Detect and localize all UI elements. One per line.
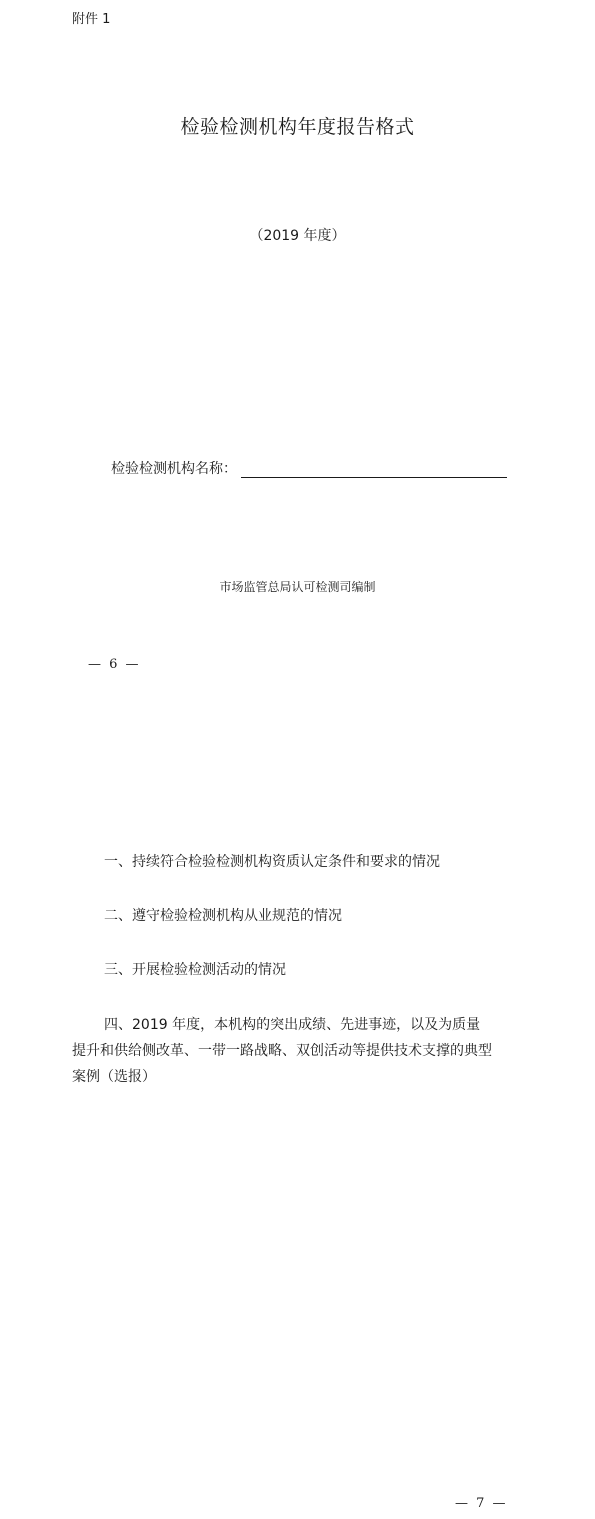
compiler-line: 市场监管总局认可检测司编制 <box>219 580 376 594</box>
section-heading-2: 二、遵守检验检测机构从业规范的情况 <box>104 908 342 924</box>
page-number: — 7 — <box>455 1496 508 1511</box>
page-number: — 6 — <box>88 657 141 672</box>
institution-name-label: 检验检测机构名称： <box>111 461 237 477</box>
section-heading-3: 三、开展检验检测活动的情况 <box>104 962 286 978</box>
section-heading-4: 四、2019 年度，本机构的突出成绩、先进事迹，以及为质量提升和供给侧改革、一带一路战略、双创活动等提供技术支撑的典型案例（选报） <box>72 1017 492 1085</box>
document-title: 检验检测机构年度报告格式 <box>180 116 415 138</box>
institution-name-row <box>111 458 507 478</box>
report-year: （2019 年度） <box>249 228 346 244</box>
section-heading-1: 一、持续符合检验检测机构资质认定条件和要求的情况 <box>104 854 440 870</box>
institution-name-field[interactable] <box>241 459 507 478</box>
attachment-label: 附件 1 <box>72 12 111 27</box>
